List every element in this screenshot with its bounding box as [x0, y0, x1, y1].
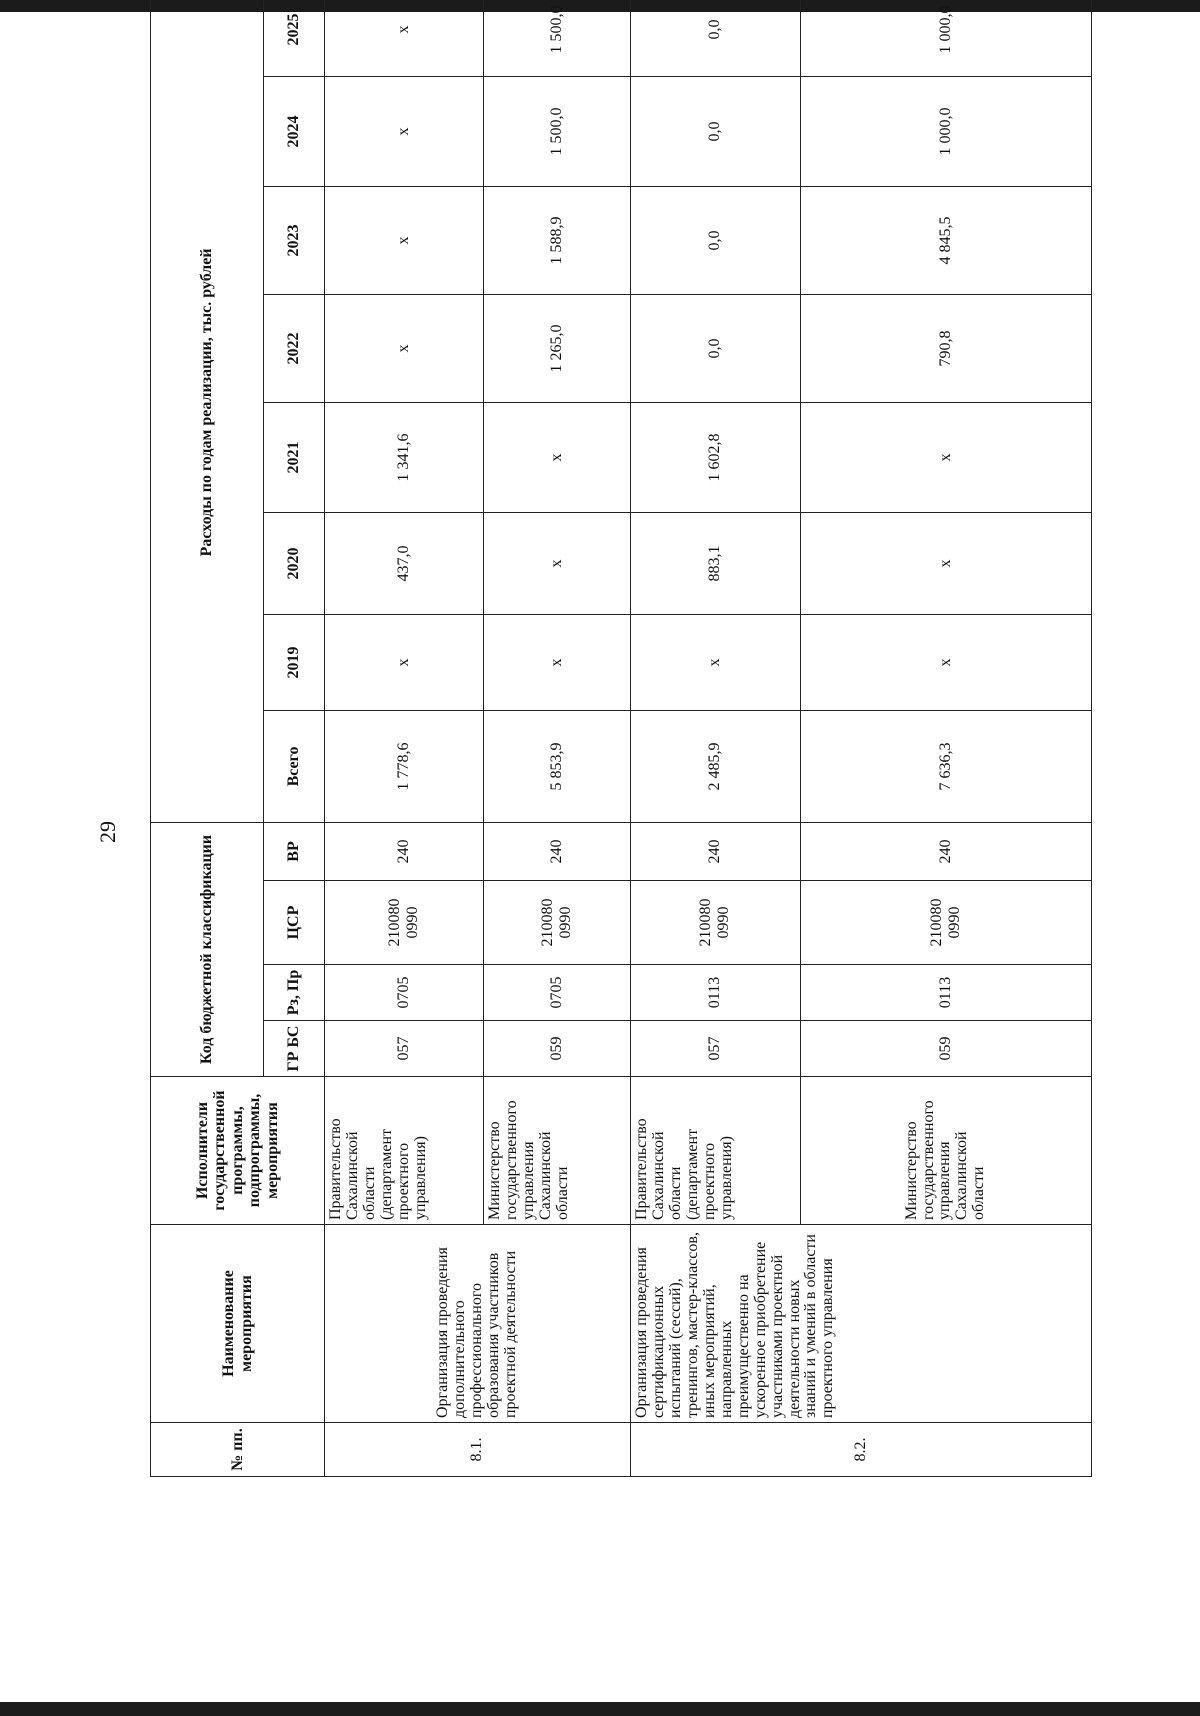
row-executor: Министерство государственного управления Сахалинской области — [484, 1077, 631, 1225]
cell-year-2024: 1 500,0 — [484, 76, 631, 186]
table-row — [325, 0, 484, 1477]
cell-vr: 240 — [800, 822, 1091, 880]
header-executors: Исполнители государственной программы, подпрограммы, мероприятия — [151, 1077, 325, 1225]
cell-year-2023: x — [325, 186, 484, 294]
cell-grbs: 059 — [800, 1021, 1091, 1077]
header-rzpr: Рз, Пр — [264, 965, 325, 1021]
cell-year-2025: 1 000,0 — [800, 0, 1091, 76]
cell-grbs: 057 — [630, 1021, 800, 1077]
cell-vr: 240 — [484, 822, 631, 880]
header-num: № пп. — [151, 1423, 325, 1477]
row-executor: Правительство Сахалинской области (департамент проектного управления) — [630, 1077, 800, 1225]
cell-year-2019: x — [325, 614, 484, 710]
cell-grbs: 059 — [484, 1021, 631, 1077]
cell-year-2022: x — [325, 294, 484, 402]
cell-year-2022: 1 265,0 — [484, 294, 631, 402]
rotated-table-container — [150, 5, 1092, 1477]
cell-vr: 240 — [325, 822, 484, 880]
cell-year-2020: 883,1 — [630, 512, 800, 614]
cell-total: 5 853,9 — [484, 710, 631, 822]
row-name: Организация проведения дополнительного профессионального образования участников проектной деятельности — [325, 1225, 631, 1423]
header-year-2023: 2023 — [264, 186, 325, 294]
header-total: Всего — [264, 710, 325, 822]
header-year-2021: 2021 — [264, 402, 325, 512]
header-year-2022: 2022 — [264, 294, 325, 402]
row-name: Организация проведения сертификационных испытаний (сессий), тренингов, мастер-классов, иных мероприятий, направленных преимущественно на ускоренное приобретение участниками проектной деятельности новых знаний и умений в области проектного управления — [630, 1225, 1091, 1423]
cell-rzpr: 0113 — [800, 965, 1091, 1021]
budget-table — [150, 0, 1092, 1477]
cell-total: 7 636,3 — [800, 710, 1091, 822]
cell-year-2024: 1 000,0 — [800, 76, 1091, 186]
cell-grbs: 057 — [325, 1021, 484, 1077]
cell-rzpr: 0705 — [484, 965, 631, 1021]
cell-year-2025: 0,0 — [630, 0, 800, 76]
cell-year-2023: 0,0 — [630, 186, 800, 294]
cell-year-2025: 1 500,0 — [484, 0, 631, 76]
cell-csr: 210080 0990 — [484, 881, 631, 965]
cell-year-2022: 790,8 — [800, 294, 1091, 402]
cell-year-2021: x — [484, 402, 631, 512]
cell-year-2020: x — [484, 512, 631, 614]
cell-year-2021: x — [800, 402, 1091, 512]
cell-year-2020: 437,0 — [325, 512, 484, 614]
page-number: 29 — [95, 821, 120, 843]
cell-vr: 240 — [630, 822, 800, 880]
table-row — [630, 0, 800, 1477]
cell-total: 1 778,6 — [325, 710, 484, 822]
row-executor: Министерство государственного управления Сахалинской области — [800, 1077, 1091, 1225]
header-csr: ЦСР — [264, 881, 325, 965]
cell-csr: 210080 0990 — [800, 881, 1091, 965]
cell-year-2019: x — [484, 614, 631, 710]
row-num: 8.2. — [630, 1423, 1091, 1477]
cell-year-2020: x — [800, 512, 1091, 614]
row-num: 8.1. — [325, 1423, 631, 1477]
cell-year-2025: x — [325, 0, 484, 76]
cell-total: 2 485,9 — [630, 710, 800, 822]
header-year-2025: 2025 — [264, 0, 325, 76]
cell-year-2021: 1 602,8 — [630, 402, 800, 512]
header-vr: ВР — [264, 822, 325, 880]
cell-year-2022: 0,0 — [630, 294, 800, 402]
header-expenses: Расходы по годам реализации, тыс. рублей — [151, 0, 264, 822]
header-budget-code: Код бюджетной классификации — [151, 822, 264, 1076]
cell-csr: 210080 0990 — [325, 881, 484, 965]
header-year-2019: 2019 — [264, 614, 325, 710]
cell-year-2019: x — [800, 614, 1091, 710]
header-grbs: ГР БС — [264, 1021, 325, 1077]
cell-rzpr: 0705 — [325, 965, 484, 1021]
header-year-2020: 2020 — [264, 512, 325, 614]
cell-year-2024: x — [325, 76, 484, 186]
cell-year-2023: 1 588,9 — [484, 186, 631, 294]
cell-rzpr: 0113 — [630, 965, 800, 1021]
cell-year-2024: 0,0 — [630, 76, 800, 186]
cell-year-2021: 1 341,6 — [325, 402, 484, 512]
cell-year-2019: x — [630, 614, 800, 710]
row-executor: Правительство Сахалинской области (департамент проектного управления) — [325, 1077, 484, 1225]
header-year-2024: 2024 — [264, 76, 325, 186]
cell-year-2023: 4 845,5 — [800, 186, 1091, 294]
header-name: Наименование мероприятия — [151, 1225, 325, 1423]
cell-csr: 210080 0990 — [630, 881, 800, 965]
scan-bottom-edge — [0, 1702, 1200, 1716]
